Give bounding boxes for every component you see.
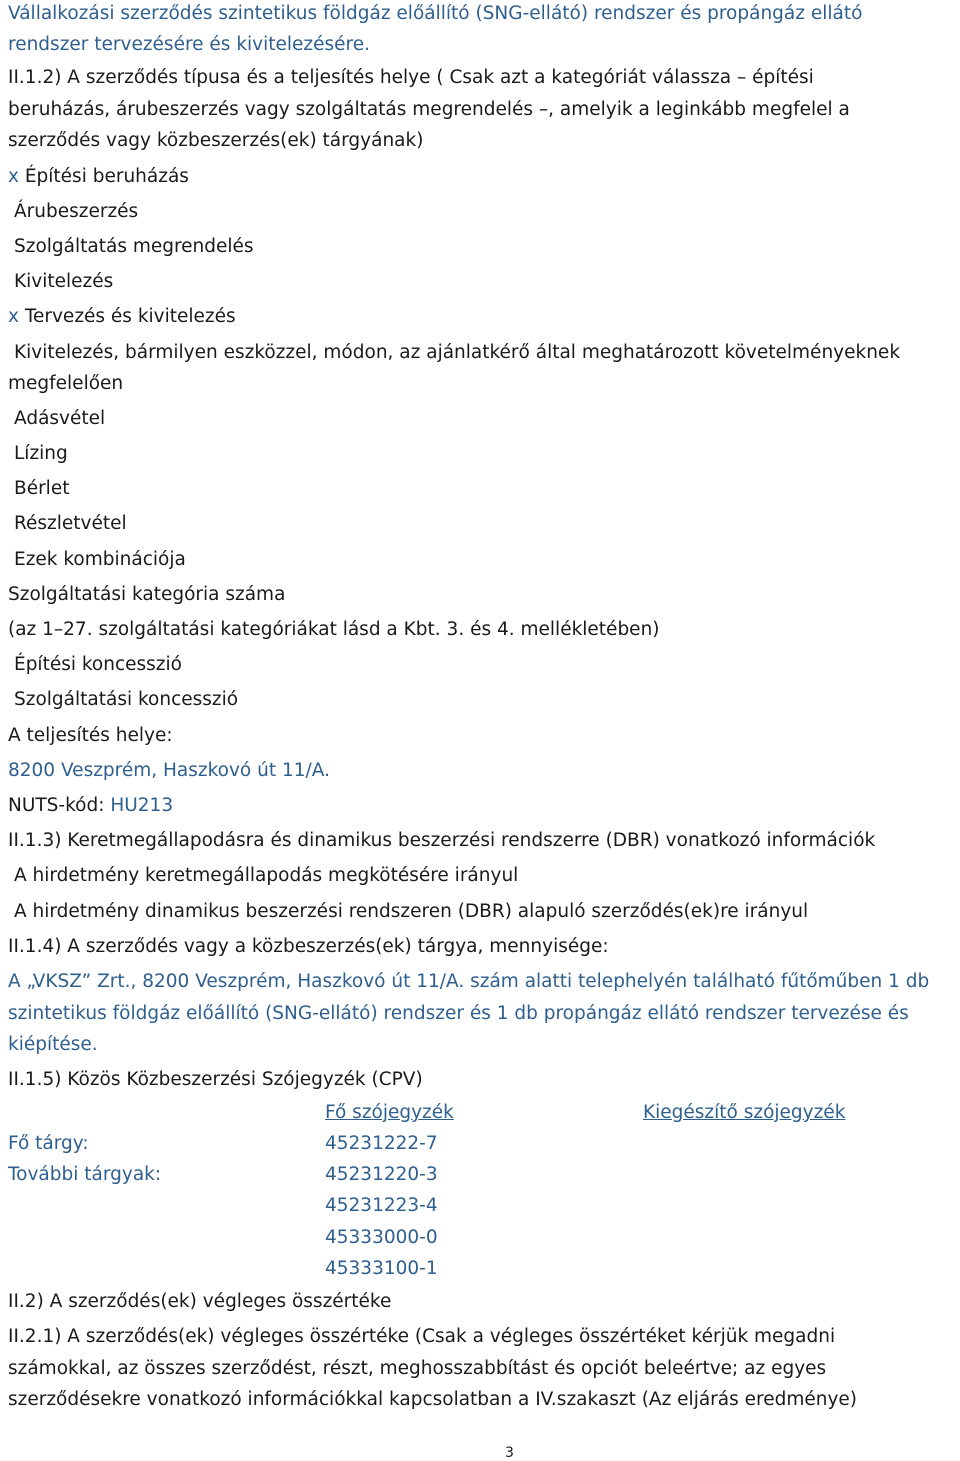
checked-mark: x bbox=[8, 166, 19, 187]
section-ii-2-1-line-2: számokkal, az összes szerződést, részt, meghosszabbítást és opciót beleértve; az egyes bbox=[8, 1358, 827, 1379]
cpv-code: 45333000-0 bbox=[325, 1227, 438, 1248]
option-keretmegallapodas: A hirdetmény keretmegállapodás megkötésére irányul bbox=[14, 865, 519, 886]
option-adasvetel: Adásvétel bbox=[14, 408, 106, 429]
cpv-tovabbi-targyak-label: További tárgyak: bbox=[8, 1164, 162, 1185]
option-szolgaltatasi-koncesszio: Szolgáltatási koncesszió bbox=[14, 689, 239, 710]
document-title-line-1: Vállalkozási szerződés szintetikus földgáz előállító (SNG-ellátó) rendszer és propángáz ellátó bbox=[8, 3, 863, 24]
option-lizing: Lízing bbox=[14, 443, 68, 464]
cpv-code: 45333100-1 bbox=[325, 1258, 438, 1279]
section-ii-1-2-heading-line-3: szerződés vagy közbeszerzés(ek) tárgyának) bbox=[8, 130, 424, 151]
cpv-code: 45231220-3 bbox=[325, 1164, 438, 1185]
section-ii-1-4-text-line-1: A „VKSZ” Zrt., 8200 Veszprém, Haszkovó út 11/A. szám alatti telephelyén található fűtőműben 1 db bbox=[8, 971, 930, 992]
option-epitesi-beruhazas: x Építési beruházás bbox=[8, 166, 189, 187]
cpv-fo-targy-code: 45231222-7 bbox=[325, 1133, 438, 1154]
cpv-fo-targy-label: Fő tárgy: bbox=[8, 1133, 89, 1154]
teljesites-helye-value: 8200 Veszprém, Haszkovó út 11/A. bbox=[8, 760, 330, 781]
document-title-line-2: rendszer tervezésére és kivitelezésére. bbox=[8, 34, 370, 55]
nuts-code-label: NUTS-kód: bbox=[8, 795, 111, 816]
cpv-code: 45231223-4 bbox=[325, 1195, 438, 1216]
cpv-column-kiegeszito-szojegyzek: Kiegészítő szójegyzék bbox=[643, 1102, 846, 1123]
section-ii-1-4-text-line-2: szintetikus földgáz előállító (SNG-ellátó) rendszer és 1 db propángáz ellátó rendszer tervezése és bbox=[8, 1003, 909, 1024]
option-epitesi-koncesszio: Építési koncesszió bbox=[14, 654, 182, 675]
section-ii-1-3-heading: II.1.3) Keretmegállapodásra és dinamikus beszerzési rendszerre (DBR) vonatkozó információk bbox=[8, 830, 876, 851]
nuts-code-value: HU213 bbox=[110, 795, 174, 816]
teljesites-helye-label: A teljesítés helye: bbox=[8, 725, 173, 746]
option-dbr: A hirdetmény dinamikus beszerzési rendszeren (DBR) alapuló szerződés(ek)re irányul bbox=[14, 901, 809, 922]
section-ii-1-4-heading: II.1.4) A szerződés vagy a közbeszerzés(ek) tárgya, mennyisége: bbox=[8, 936, 609, 957]
page-number: 3 bbox=[505, 1445, 514, 1461]
option-tervezes-es-kivitelezes: x Tervezés és kivitelezés bbox=[8, 306, 236, 327]
section-ii-2-heading: II.2) A szerződés(ek) végleges összértéke bbox=[8, 1291, 392, 1312]
option-kivitelezes-barmilyen-line-1: Kivitelezés, bármilyen eszközzel, módon, az ajánlatkérő által meghatározott követelményeknek bbox=[14, 342, 901, 363]
option-szolgaltatas-megrendeles: Szolgáltatás megrendelés bbox=[14, 236, 254, 257]
section-ii-1-5-heading: II.1.5) Közös Közbeszerzési Szójegyzék (CPV) bbox=[8, 1069, 423, 1090]
section-ii-1-4-text-line-3: kiépítése. bbox=[8, 1034, 98, 1055]
szolgaltatasi-kategoria-note: (az 1–27. szolgáltatási kategóriákat lásd a Kbt. 3. és 4. mellékletében) bbox=[8, 619, 660, 640]
option-arubeszerzes: Árubeszerzés bbox=[14, 201, 139, 222]
section-ii-1-2-heading-line-2: beruházás, árubeszerzés vagy szolgáltatás megrendelés –, amelyik a leginkább megfelel a bbox=[8, 99, 850, 120]
section-ii-2-1-line-3: szerződésekre vonatkozó információkkal kapcsolatban a IV.szakaszt (Az eljárás eredménye) bbox=[8, 1389, 858, 1410]
section-ii-2-1-line-1: II.2.1) A szerződés(ek) végleges összértéke (Csak a végleges összértéket kérjük megadni bbox=[8, 1326, 836, 1347]
option-kivitelezes-barmilyen-line-2: megfelelően bbox=[8, 373, 124, 394]
section-ii-1-2-heading-line-1: II.1.2) A szerződés típusa és a teljesítés helye ( Csak azt a kategóriát válassza – építési bbox=[8, 67, 814, 88]
option-ezek-kombinacioja: Ezek kombinációja bbox=[14, 549, 186, 570]
option-berlet: Bérlet bbox=[14, 478, 70, 499]
option-kivitelezes: Kivitelezés bbox=[14, 271, 114, 292]
checked-mark: x bbox=[8, 306, 19, 327]
cpv-column-fo-szojegyzek: Fő szójegyzék bbox=[325, 1102, 454, 1123]
nuts-code-line bbox=[8, 794, 173, 818]
szolgaltatasi-kategoria-label: Szolgáltatási kategória száma bbox=[8, 584, 286, 605]
option-reszletvetel: Részletvétel bbox=[14, 513, 127, 534]
